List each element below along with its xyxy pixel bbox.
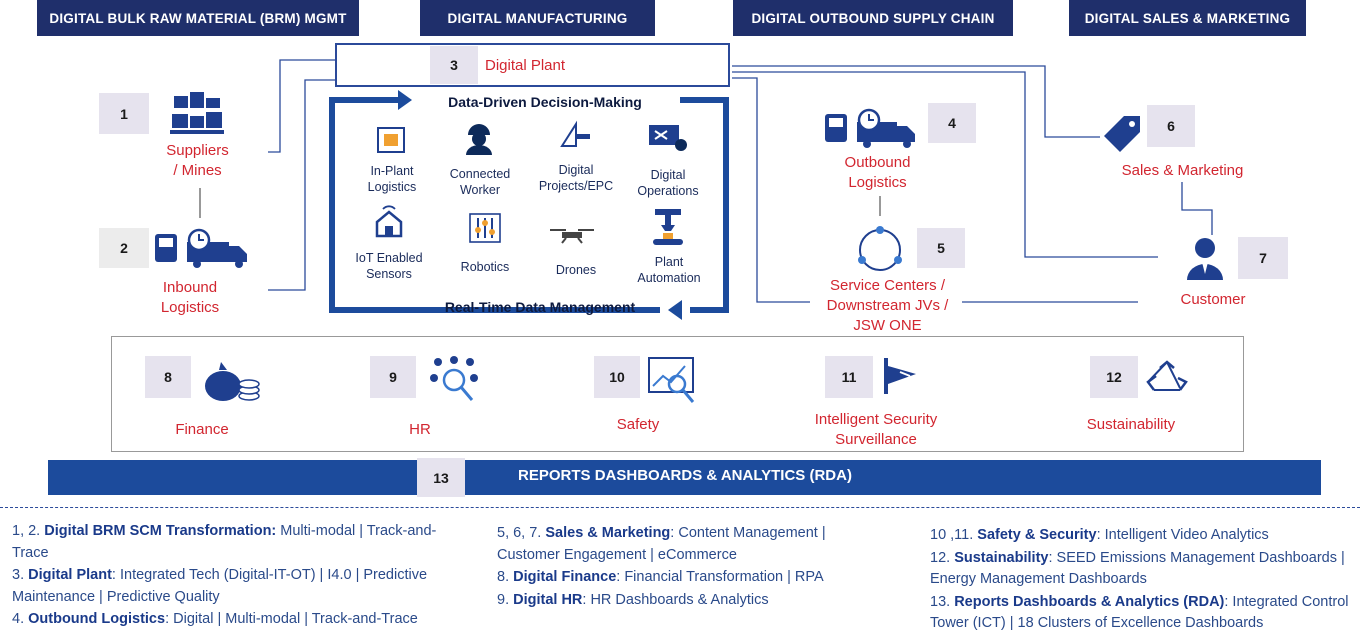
sales-marketing-label: Sales & Marketing xyxy=(1121,162,1244,179)
legend-pre: 1, 2. xyxy=(12,523,45,539)
legend-bold: Digital BRM SCM Transformation: xyxy=(44,523,277,539)
legend-pre: 4. xyxy=(12,611,29,627)
suppliers-label-line2: / Mines xyxy=(173,162,222,179)
plant-item-digital-projects xyxy=(530,162,622,194)
badge-10: 10 xyxy=(594,356,640,398)
plant-item-plant-automation xyxy=(627,254,711,286)
legend-bold: Outbound Logistics xyxy=(28,611,166,627)
projects-icon xyxy=(558,120,594,150)
legend-rest: : Intelligent Video Analytics xyxy=(1096,527,1269,543)
inbound-label xyxy=(140,278,240,318)
badge-9: 9 xyxy=(370,356,416,398)
legend-column-3 xyxy=(930,525,1358,636)
safety-scan-icon xyxy=(647,356,699,406)
header-brm: DIGITAL BULK RAW MATERIAL (BRM) MGMT xyxy=(37,0,359,36)
legend-entry xyxy=(497,523,892,566)
security-label-line1: Intelligent Security xyxy=(814,411,938,428)
service-label-line2: Downstream JVs / xyxy=(826,297,949,314)
legend-bold: Safety & Security xyxy=(977,527,1097,543)
safety-label: Safety xyxy=(616,416,660,433)
outbound-label-line2: Logistics xyxy=(848,174,907,191)
header-manufacturing: DIGITAL MANUFACTURING xyxy=(420,0,655,36)
legend-pre: 8. xyxy=(497,569,514,585)
badge-4: 4 xyxy=(928,103,976,143)
plant-item-label: IoT Enabled xyxy=(355,251,423,265)
tag-icon xyxy=(1100,112,1144,156)
legend-bold: Digital HR xyxy=(513,591,583,608)
plant-item-label: In-Plant xyxy=(370,164,414,178)
outbound-label xyxy=(820,153,935,193)
money-bag-icon xyxy=(203,356,261,402)
plant-item-label: Worker xyxy=(459,183,501,197)
legend-rest: : Integrated Control Tower (ICT) | 18 Clusters of Excellence Dashboards xyxy=(930,593,1349,631)
plant-item-label: Digital xyxy=(650,168,686,182)
plant-item-label: Robotics xyxy=(460,260,510,274)
plant-item-label: Projects/EPC xyxy=(538,179,614,193)
legend-rest: : Financial Transformation | RPA xyxy=(616,569,824,585)
header-outbound: DIGITAL OUTBOUND SUPPLY CHAIN xyxy=(733,0,1013,36)
legend-rest: : Digital | Multi-modal | Track-and-Trace xyxy=(165,611,418,627)
legend-bold: Digital Finance xyxy=(513,569,617,585)
plant-item-label: Connected xyxy=(449,167,511,181)
outbound-label-line1: Outbound xyxy=(844,154,911,171)
train-truck-icon xyxy=(153,228,249,270)
security-label xyxy=(795,410,957,450)
legend-rest: : Integrated Tech (Digital-IT-OT) | I4.0 | Predictive Maintenance | Predictive Quality xyxy=(12,567,428,605)
plant-item-label: Sensors xyxy=(366,267,412,281)
plant-item-label: Digital xyxy=(558,163,594,177)
legend-bold: Sustainability xyxy=(954,549,1049,566)
badge-5: 5 xyxy=(917,228,965,268)
plant-item-label: Operations xyxy=(637,184,699,198)
badge-12: 12 xyxy=(1090,356,1138,398)
plant-item-label: Drones xyxy=(555,263,597,277)
sustainability-label: Sustainability xyxy=(1086,416,1176,433)
automation-icon xyxy=(651,209,685,249)
legend-pre: 5, 6, 7. xyxy=(497,525,546,541)
legend-bold: Sales & Marketing xyxy=(545,525,671,541)
robotics-icon xyxy=(468,212,502,244)
plant-item-robotics xyxy=(443,259,527,275)
legend-column-2 xyxy=(497,523,892,612)
badge-6: 6 xyxy=(1147,105,1195,147)
legend-entry xyxy=(930,525,1358,547)
rda-label: REPORTS DASHBOARDS & ANALYTICS (RDA) xyxy=(518,467,852,484)
legend-entry xyxy=(12,609,467,631)
plant-item-label: Automation xyxy=(637,271,701,285)
badge-13: 13 xyxy=(417,458,465,497)
worker-icon xyxy=(462,121,496,155)
badge-8: 8 xyxy=(145,356,191,398)
legend-entry xyxy=(12,565,467,608)
legend-pre: 9. xyxy=(497,591,514,608)
badge-1: 1 xyxy=(99,93,149,134)
plant-item-iot-sensors xyxy=(346,250,432,282)
legend-entry xyxy=(930,548,1358,591)
outbound-truck-icon xyxy=(823,108,917,150)
badge-2: 2 xyxy=(99,228,149,268)
badge-11: 11 xyxy=(825,356,873,398)
service-label-line1: Service Centers / xyxy=(829,277,946,294)
operations-icon xyxy=(647,123,689,155)
cycle-icon xyxy=(852,224,908,276)
header-sales: DIGITAL SALES & MARKETING xyxy=(1069,0,1306,36)
plant-item-label: Plant xyxy=(654,255,684,269)
legend-pre: 12. xyxy=(930,549,955,566)
inbound-label-line1: Inbound xyxy=(162,279,218,296)
badge-7: 7 xyxy=(1238,237,1288,279)
finance-label: Finance xyxy=(175,421,229,438)
customer-icon xyxy=(1185,236,1225,280)
security-camera-icon xyxy=(880,356,930,396)
legend-entry xyxy=(497,567,892,589)
recycle-icon xyxy=(1146,360,1188,398)
legend-bold: Reports Dashboards & Analytics (RDA) xyxy=(954,593,1225,610)
iot-icon xyxy=(374,204,404,238)
legend-pre: 3. xyxy=(12,567,29,583)
suppliers-label xyxy=(145,141,250,181)
legend-entry xyxy=(497,590,892,612)
digital-plant-label: Digital Plant xyxy=(485,57,566,74)
legend-entry xyxy=(930,592,1358,635)
plant-item-in-plant-logistics xyxy=(350,163,434,195)
in-plant-logistics-icon xyxy=(374,125,408,155)
service-label-line3: JSW ONE xyxy=(853,317,922,334)
legend-rest: : Content Management | Customer Engagement | eCommerce xyxy=(497,525,826,563)
drone-icon xyxy=(548,226,596,244)
legend-rest: Multi-modal | Track-and-Trace xyxy=(12,523,437,561)
inbound-label-line2: Logistics xyxy=(160,299,220,316)
legend-bold: Digital Plant xyxy=(28,567,112,583)
plant-item-digital-operations xyxy=(626,167,710,199)
service-centers-label xyxy=(800,276,975,336)
suppliers-label-line1: Suppliers xyxy=(166,142,229,159)
hr-people-icon xyxy=(428,354,480,404)
plant-top-title: Data-Driven Decision-Making xyxy=(448,94,642,110)
plant-item-connected-worker xyxy=(438,166,522,198)
legend-separator xyxy=(0,507,1360,508)
legend-column-1 xyxy=(12,521,467,632)
boxes-icon xyxy=(168,90,228,138)
legend-rest: : HR Dashboards & Analytics xyxy=(582,591,769,608)
customer-label: Customer xyxy=(1180,291,1246,308)
security-label-line2: Surveillance xyxy=(835,431,917,448)
hr-label: HR xyxy=(409,421,431,438)
legend-rest: : SEED Emissions Management Dashboards | Energy Management Dashboards xyxy=(930,549,1345,587)
legend-pre: 10 ,11. xyxy=(930,527,978,543)
plant-bottom-title: Real-Time Data Management xyxy=(444,299,636,315)
badge-3: 3 xyxy=(430,46,478,84)
legend-entry xyxy=(12,521,467,564)
plant-item-label: Logistics xyxy=(367,180,417,194)
legend-pre: 13. xyxy=(930,593,955,610)
plant-item-drones xyxy=(534,262,618,278)
